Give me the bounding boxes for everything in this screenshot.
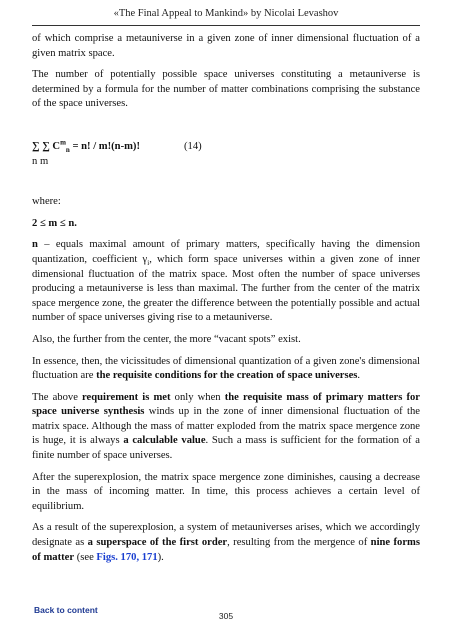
- paragraph-formula-intro: The number of potentially possible space universes constituting a metauniverse is determined by a formula for the number of matter combinations comprising the substance of the space universes.: [32, 69, 420, 110]
- req-emphasis-3: a calculable value: [123, 435, 206, 447]
- superspace-emphasis-2: nine forms of matter: [32, 537, 420, 563]
- paragraph-after-superexplosion: After the superexplosion, the matrix space mergence zone diminishes, causing a decrease in the mass of incoming matter. In time, this process achieves a certain level of equilibrium.: [32, 471, 420, 512]
- paragraph-superspace: [32, 521, 420, 565]
- condition: 2 ≤ m ≤ n.: [32, 217, 77, 229]
- essence-text-c: .: [357, 370, 361, 382]
- superspace-text-c: , resulting from the mergence of: [227, 537, 371, 549]
- running-header: «The Final Appeal to Mankind» by Nicolai Levashov: [113, 8, 339, 19]
- req-text-g: . Such a mass is sufficient for the formation of a finite number of space universes.: [32, 435, 421, 462]
- back-to-content-link[interactable]: Back to content: [34, 605, 98, 615]
- req-text-e: winds up in the zone of inner dimensional fluctuation of the matrix space. Although the mass of matter exploded from the matrix space mergence zone is huge, it is always: [32, 406, 420, 447]
- header-divider: [32, 25, 420, 26]
- n-def-text-a: – equals maximal amount of primary matters, specifically having the dimension quantization, coefficient γ: [32, 239, 420, 265]
- where-label: where:: [32, 196, 61, 208]
- essence-emphasis: the requisite conditions for the creation of space universes: [96, 370, 358, 382]
- formula-subscript: n: [65, 146, 70, 155]
- page-body: [32, 32, 420, 572]
- req-emphasis-2: the requisite mass of primary matters for space universe synthesis: [32, 391, 421, 418]
- page-number: 305: [218, 611, 234, 621]
- gamma-subscript: i: [147, 259, 150, 268]
- formula-14: [32, 140, 420, 155]
- formula-sum: ∑ ∑ C: [32, 140, 61, 152]
- superspace-text-e: (see: [74, 551, 97, 563]
- paragraph-n-definition: [32, 238, 420, 326]
- superspace-text-f: ).: [157, 551, 164, 563]
- paragraph-requirement: [32, 391, 420, 464]
- formula-indices: n m: [32, 155, 49, 167]
- formula-number: (14): [184, 140, 202, 152]
- figures-link[interactable]: Figs. 170, 171: [96, 551, 158, 563]
- req-emphasis-1: requirement is met: [82, 391, 171, 403]
- formula-expression: = n! / m!(n-m)!: [69, 140, 140, 152]
- paragraph-essence: [32, 355, 420, 384]
- paragraph-vacant-spots: Also, the further from the center, the more “vacant spots” exist.: [32, 333, 301, 345]
- n-def-text-b: , which form space universes within a given zone of inner dimensional fluctuation of the matrix space. Most often the number of space universes producing a metauniverse is less than maximal. The further from the center of the matrix space mergence zone, the greater the difference between the potentially possible and actual number of space universes giving rise to a metauniverse.: [32, 253, 420, 324]
- req-text-c: only when: [170, 391, 225, 403]
- variable-n: n: [32, 239, 38, 251]
- essence-text-a: In essence, then, the vicissitudes of dimensional quantization of a given zone's dimensional fluctuation are: [32, 355, 420, 382]
- superspace-text-a: As a result of the superexplosion, a system of metauniverses arises, which we accordingly designate as: [32, 522, 420, 549]
- formula-superscript: m: [60, 138, 66, 147]
- req-text-a: The above: [32, 391, 83, 403]
- superspace-emphasis-1: a superspace of the first order: [87, 537, 228, 549]
- paragraph-continuation: of which comprise a metauniverse in a given zone of inner dimensional fluctuation of a given matrix space.: [32, 33, 420, 59]
